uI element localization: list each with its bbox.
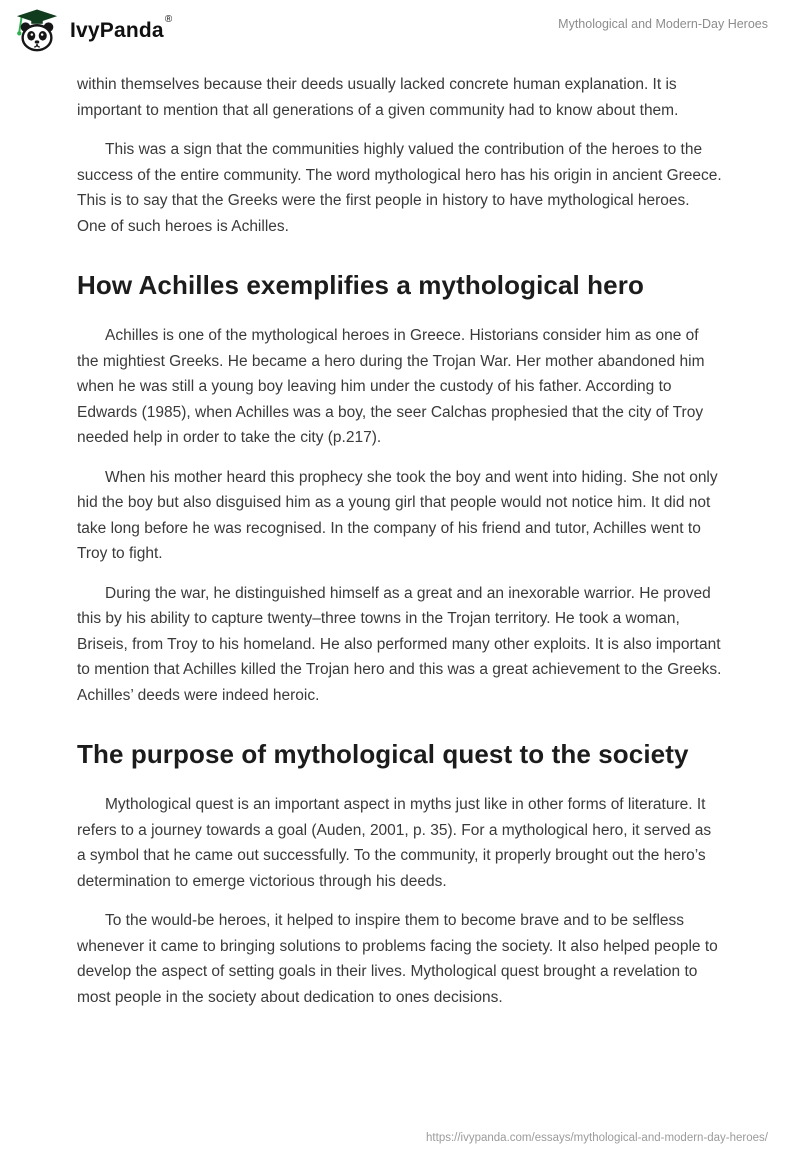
document-title: Mythological and Modern-Day Heroes — [558, 17, 768, 31]
paragraph: within themselves because their deeds usually lacked concrete human explanation. It is important to mention that all generations of a given community had to know about them. — [77, 76, 679, 119]
section-heading: How Achilles exemplifies a mythological hero — [77, 270, 644, 300]
panda-graduate-icon — [14, 8, 60, 54]
header — [0, 0, 800, 54]
section-heading: The purpose of mythological quest to the society — [77, 739, 689, 769]
footer-url[interactable]: https://ivypanda.com/essays/mythological-and-modern-day-heroes/ — [426, 1132, 768, 1144]
paragraph: To the would-be heroes, it helped to inspire them to become brave and to be selfless whenever it came to bringing solutions to problems facing the society. It also helped people to develop the aspect of setting goals in their lives. Mythological quest brought a revelation to most people in the society about dedication to ones decisions. — [77, 912, 718, 1006]
paragraph: Mythological quest is an important aspect in myths just like in other forms of literature. It refers to a journey towards a goal (Auden, 2001, p. 35). For a mythological hero, it served as a symbol that he came out successfully. To the community, it properly brought out the hero’s determination to emerge victorious through his deeds. — [77, 796, 712, 890]
paragraph: When his mother heard this prophecy she took the boy and went into hiding. She not only hid the boy but also disguised him as a young girl that people would not notice him. It did not take long before he was recognised. In the company of his friend and tutor, Achilles went to Troy to fight. — [77, 468, 718, 562]
paragraph: This was a sign that the communities highly valued the contribution of the heroes to the success of the entire community. The word mythological hero has his origin in ancient Greece. This is to say that the Greeks were the first people in history to have mythological heroes. One of such heroes is Achilles. — [77, 141, 722, 235]
paragraph: During the war, he distinguished himself as a great and an inexorable warrior. He proved this by his ability to capture twenty–three towns in the Trojan territory. He took a woman, Briseis, from Troy to his homeland. He also performed many other exploits. It is also important to mention that Achilles killed the Trojan hero and this was a great achievement to the Greeks. Achilles’ deeds were indeed heroic. — [77, 584, 722, 704]
registered-mark: ® — [164, 14, 173, 25]
content-blocks — [0, 54, 800, 1010]
paragraph: Achilles is one of the mythological heroes in Greece. Historians consider him as one of the mightiest Greeks. He became a hero during the Trojan War. Her mother abandoned him when he was still a young boy leaving him under the custody of his father. According to Edwards (1985), when Achilles was a boy, the seer Calchas prophesied that the city of Troy needed help in order to take the city (p.217). — [77, 327, 705, 446]
brand-name: IvyPanda® — [70, 14, 173, 42]
ivypanda-logo[interactable] — [14, 8, 171, 54]
